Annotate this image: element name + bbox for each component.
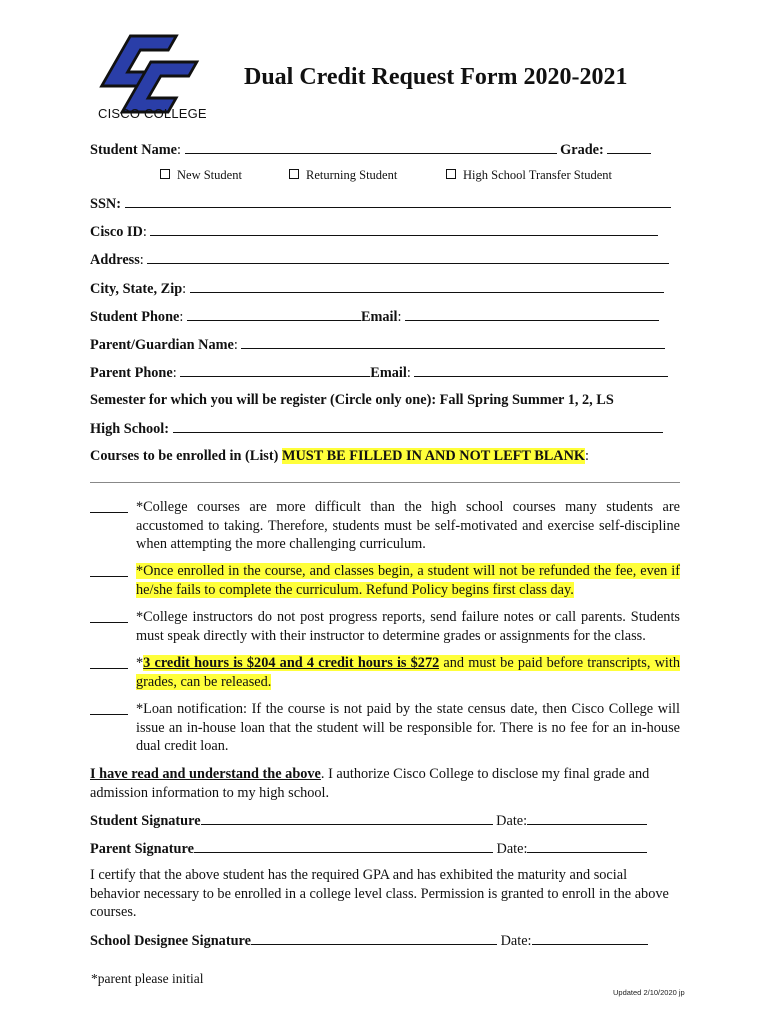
school-date-label: Date: xyxy=(500,933,532,949)
student-signature-label: Student Signature xyxy=(90,813,201,829)
parent-date-label: Date: xyxy=(496,841,528,857)
address-label: Address xyxy=(90,252,140,268)
checkbox-new-student[interactable]: New Student xyxy=(160,168,242,183)
parent-name-label: Parent/Guardian Name xyxy=(90,337,234,353)
initial-blank[interactable] xyxy=(90,668,128,669)
cisco-id-label: Cisco ID xyxy=(90,224,143,240)
school-signature-field[interactable] xyxy=(251,931,497,945)
cisco-id-field[interactable] xyxy=(150,222,658,236)
certify-paragraph: I certify that the above student has the required GPA and has exhibited the maturity and social behavior necessary to be enrolled in a college level class. Permission is granted to enroll in the above courses. xyxy=(90,867,669,920)
checkbox-returning-student[interactable]: Returning Student xyxy=(289,168,397,183)
high-school-label: High School: xyxy=(90,421,170,437)
student-phone-row: Student Phone: Email: xyxy=(90,307,659,326)
ack-item-3: *College instructors do not post progress reports, send failure notes or call parents. Students must speak directly with their instructor to determine grades or assignments for the class. xyxy=(90,608,680,645)
courses-row: Courses to be enrolled in (List) MUST BE FILLED IN AND NOT LEFT BLANK: xyxy=(90,448,590,464)
authorize-paragraph: I have read and understand the above. I authorize Cisco College to disclose my final grade and admission information to my high school. xyxy=(90,766,650,801)
school-signature-label: School Designee Signature xyxy=(90,933,251,949)
parent-phone-row: Parent Phone: Email: xyxy=(90,363,668,382)
parent-email-field[interactable] xyxy=(414,363,668,377)
initial-blank[interactable] xyxy=(90,576,128,577)
courses-label: Courses to be enrolled in (List) xyxy=(90,448,279,464)
ssn-row xyxy=(90,194,671,213)
ssn-label: SSN: xyxy=(90,196,121,212)
cisco-id-row: Cisco ID: xyxy=(90,222,658,241)
student-phone-label: Student Phone xyxy=(90,309,180,325)
initial-blank[interactable] xyxy=(90,622,128,623)
courses-field[interactable] xyxy=(90,482,680,483)
grade-field[interactable] xyxy=(607,140,651,154)
address-row: Address: xyxy=(90,250,669,269)
school-date-field[interactable] xyxy=(532,931,648,945)
student-signature-row xyxy=(90,811,647,830)
credit-cost: 3 credit hours is $204 and 4 credit hours is $272 xyxy=(143,655,440,671)
page-title: Dual Credit Request Form 2020-2021 xyxy=(244,64,628,90)
student-email-field[interactable] xyxy=(405,307,659,321)
ack-item-2: *Once enrolled in the course, and classes begin, a student will not be refunded the fee, even if he/she fails to complete the curriculum. Refund Policy begins first class day. xyxy=(90,562,680,599)
logo-text: CISCO COLLEGE xyxy=(98,106,207,121)
initial-blank[interactable] xyxy=(90,714,128,715)
parent-phone-field[interactable] xyxy=(180,363,370,377)
parent-signature-field[interactable] xyxy=(194,839,493,853)
city-row: City, State, Zip: xyxy=(90,279,664,298)
student-signature-field[interactable] xyxy=(201,811,493,825)
updated-stamp: Updated 2/10/2020 jp xyxy=(613,988,685,997)
checkbox-icon[interactable] xyxy=(160,169,170,179)
student-email-label: Email xyxy=(360,309,398,325)
ack-item-5: *Loan notification: If the course is not paid by the state census date, then Cisco College will issue an in-house loan that the student will be responsible for. There is no fee for an in-house dual credit loan. xyxy=(90,700,680,756)
address-field[interactable] xyxy=(147,250,669,264)
ssn-field[interactable] xyxy=(125,194,671,208)
parent-signature-row xyxy=(90,839,647,858)
school-signature-row xyxy=(90,931,648,950)
grade-label: Grade: xyxy=(560,142,604,158)
parent-name-field[interactable] xyxy=(241,335,665,349)
courses-warning: MUST BE FILLED IN AND NOT LEFT BLANK xyxy=(281,448,586,464)
checkbox-icon[interactable] xyxy=(289,169,299,179)
student-date-field[interactable] xyxy=(527,811,647,825)
student-phone-field[interactable] xyxy=(187,307,361,321)
student-name-field[interactable] xyxy=(185,140,557,154)
student-name-row: Student Name: Grade: xyxy=(90,140,651,159)
parent-signature-label: Parent Signature xyxy=(90,841,194,857)
high-school-row xyxy=(90,419,663,438)
semester-line: Semester for which you will be register (Circle only one): Fall Spring Summer 1, 2, LS xyxy=(90,392,614,408)
high-school-field[interactable] xyxy=(173,419,663,433)
city-state-zip-field[interactable] xyxy=(190,279,664,293)
checkbox-icon[interactable] xyxy=(446,169,456,179)
checkbox-transfer-student[interactable]: High School Transfer Student xyxy=(446,168,612,183)
parent-name-row: Parent/Guardian Name: xyxy=(90,335,665,354)
parent-date-field[interactable] xyxy=(527,839,647,853)
footnote: *parent please initial xyxy=(91,971,204,986)
initial-blank[interactable] xyxy=(90,512,128,513)
parent-phone-label: Parent Phone xyxy=(90,365,173,381)
student-date-label: Date: xyxy=(496,813,528,829)
parent-email-label: Email xyxy=(370,365,407,381)
city-state-zip-label: City, State, Zip xyxy=(90,281,183,297)
ack-item-1: *College courses are more difficult than the high school courses many students are accustomed to taking. Therefore, students must be self-motivated and exercise self-discipline when attempting the more challenging curriculum. xyxy=(90,498,680,554)
ack-item-4: *3 credit hours is $204 and 4 credit hours is $272 and must be paid before transcripts, with grades, can be released. xyxy=(90,654,680,691)
student-name-label: Student Name xyxy=(90,142,177,158)
